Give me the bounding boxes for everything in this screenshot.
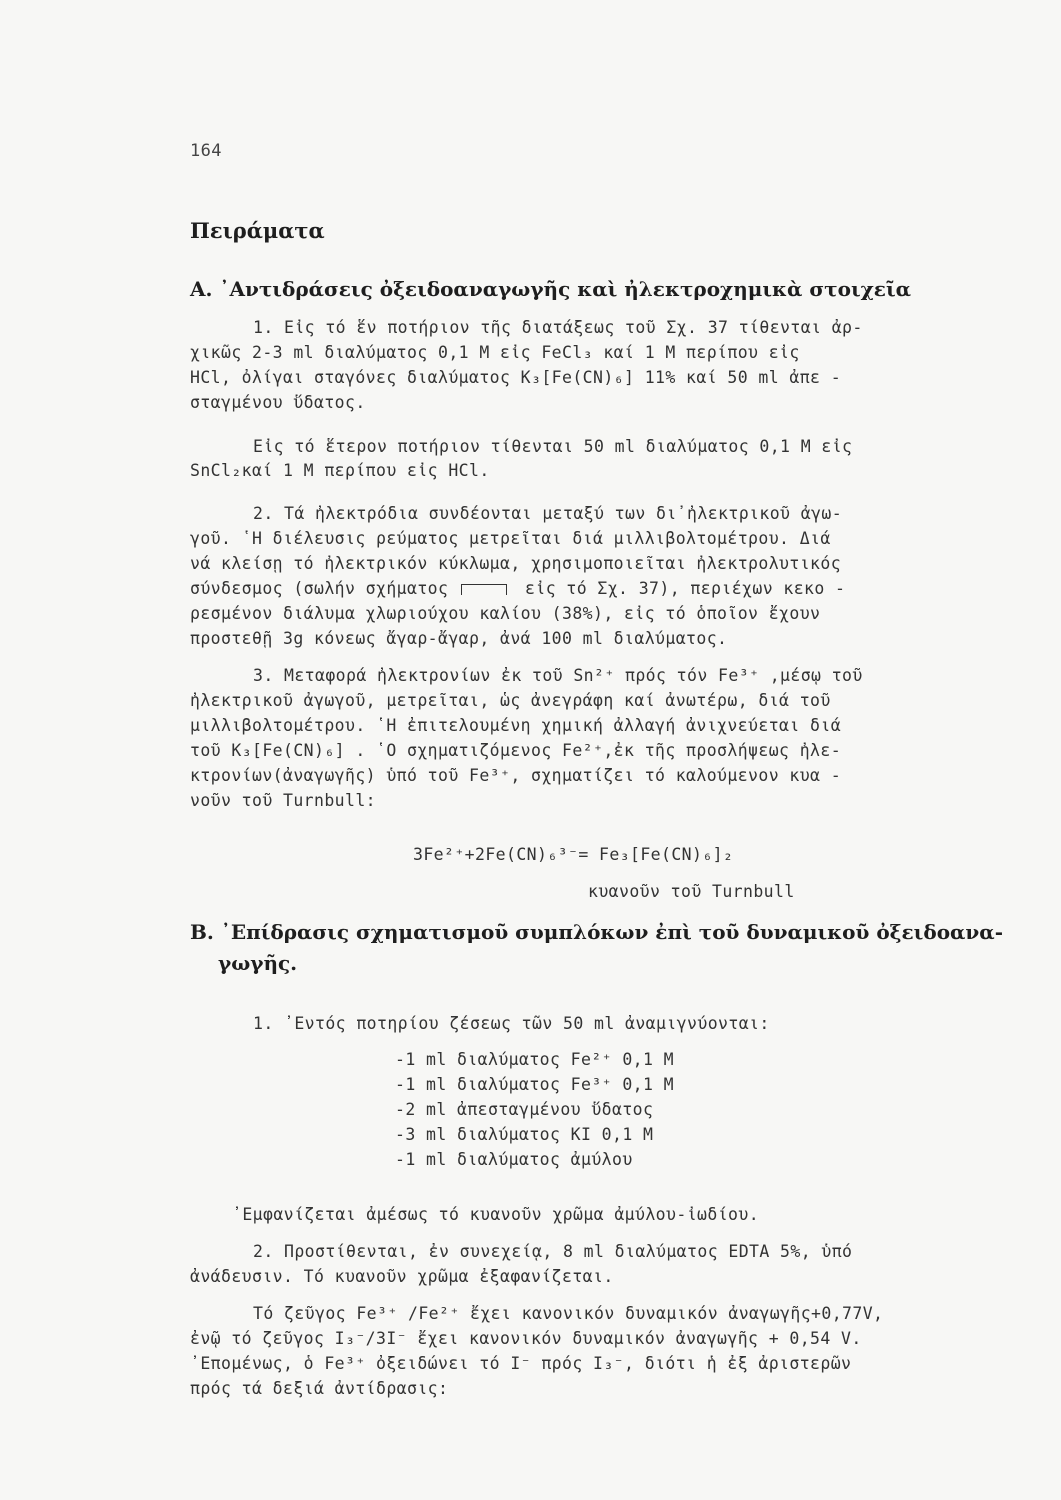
b-p3-line: πρός τά δεξιά ἀντίδρασις: bbox=[190, 1379, 449, 1398]
a-p4-line: ἠλεκτρικοῦ ἀγωγοῦ, μετρεῖται, ὡς ἀνεγράφη καί ἀνωτέρω, διά τοῦ bbox=[190, 691, 831, 710]
reagent-list-item: -3 ml διαλύματος KI 0,1 M bbox=[395, 1125, 654, 1144]
section-b-title: B. ᾿Επίδρασις σχηματισμοῦ συμπλόκων ἐπὶ τοῦ δυναμικοῦ ὀξειδοανα- bbox=[190, 920, 1003, 944]
reagent-list-item: -1 ml διαλύματος ἀμύλου bbox=[395, 1150, 633, 1169]
page-heading: Πειράματα bbox=[190, 218, 325, 243]
reagent-list-item: -2 ml ἀπεσταγμένου ὕδατος bbox=[395, 1100, 654, 1119]
reagent-list-item: -1 ml διαλύματος Fe³⁺ 0,1 M bbox=[395, 1075, 675, 1094]
a-p1-line: HCl, ὀλίγαι σταγόνες διαλύματος K₃[Fe(CN)₆] 11% καί 50 ml ἀπε - bbox=[190, 368, 842, 387]
a-p3-line: ρεσμένον διάλυμα χλωριούχου καλίου (38%), εἰς τό ὁποῖον ἔχουν bbox=[190, 604, 821, 623]
a-p4-line: νοῦν τοῦ Turnbull: bbox=[190, 791, 377, 810]
a-p3-line: νά κλείσῃ τό ἠλεκτρικόν κύκλωμα, χρησιμοποιεῖται ἠλεκτρολυτικός bbox=[190, 554, 842, 573]
a-p3-shape-line bbox=[190, 577, 845, 601]
a-p3-line: γοῦ. ῾Η διέλευσις ρεύματος μετρεῖται διά μιλλιβολτομέτρου. Διά bbox=[190, 529, 831, 548]
reagent-list-item: -1 ml διαλύματος Fe²⁺ 0,1 M bbox=[395, 1050, 675, 1069]
a-p2-line: SnCl₂καί 1 M περίπου εἰς HCl. bbox=[190, 461, 490, 480]
a-p3-text-after-shape: εἰς τό Σχ. 37), περιέχων κεκο - bbox=[525, 579, 846, 598]
a-p1-line: σταγμένου ὕδατος. bbox=[190, 393, 366, 412]
b-p3-line: Τό ζεῦγος Fe³⁺ /Fe²⁺ ἔχει κανονικόν δυναμικόν ἀναγωγῆς+0,77V, bbox=[253, 1304, 884, 1323]
a-p3-text-before-shape: σύνδεσμος (σωλήν σχήματος bbox=[190, 579, 449, 598]
b-p3-line: ἐνῷ τό ζεῦγος I₃⁻/3I⁻ ἔχει κανονικόν δυναμικόν ἀναγωγῆς + 0,54 V. bbox=[190, 1329, 862, 1348]
b-observation: ᾿Εμφανίζεται ἀμέσως τό κυανοῦν χρῶμα ἀμύλου-ἰωδίου. bbox=[232, 1205, 760, 1224]
a-p3-line: προστεθῇ 3g κόνεως ἄγαρ-ἄγαρ, ἀνά 100 ml διαλύματος. bbox=[190, 629, 728, 648]
b-p2-line: 2. Προστίθενται, ἐν συνεχείᾳ, 8 ml διαλύματος EDTA 5%, ὑπό bbox=[253, 1242, 853, 1261]
page-number: 164 bbox=[190, 141, 222, 161]
equation-caption: κυανοῦν τοῦ Turnbull bbox=[588, 882, 795, 901]
section-a-title: A. ᾿Αντιδράσεις ὀξειδοαναγωγῆς καὶ ἠλεκτροχημικὰ στοιχεῖα bbox=[190, 277, 912, 301]
a-p4-line: 3. Μεταφορά ἠλεκτρονίων ἐκ τοῦ Sn²⁺ πρός τόν Fe³⁺ ,μέσῳ τοῦ bbox=[253, 666, 863, 685]
a-p4-line: τοῦ K₃[Fe(CN)₆] . ῾Ο σχηματιζόμενος Fe²⁺,ἐκ τῆς προσλήψεως ἠλε- bbox=[190, 741, 842, 760]
b-p2-line: ἀνάδευσιν. Τό κυανοῦν χρῶμα ἐξαφανίζεται. bbox=[190, 1267, 614, 1286]
turnbull-equation: 3Fe²⁺+2Fe(CN)₆³⁻= Fe₃[Fe(CN)₆]₂ bbox=[413, 845, 734, 864]
a-p4-line: κτρονίων(ἀναγωγῆς) ὑπό τοῦ Fe³⁺, σχηματίζει τό καλούμενον κυα - bbox=[190, 766, 842, 785]
a-p4-line: μιλλιβολτομέτρου. ῾Η ἐπιτελουμένη χημική ἀλλαγή ἀνιχνεύεται διά bbox=[190, 716, 842, 735]
a-p1-line: χικῶς 2-3 ml διαλύματος 0,1 M εἰς FeCl₃ καί 1 M περίπου εἰς bbox=[190, 343, 800, 362]
a-p3-line: 2. Τά ἠλεκτρόδια συνδέονται μεταξύ των δι᾿ἠλεκτρικοῦ ἀγω- bbox=[253, 504, 843, 523]
section-b-title-cont: γωγῆς. bbox=[218, 951, 298, 975]
b-p3-line: ᾿Επομένως, ὁ Fe³⁺ ὀξειδώνει τό I⁻ πρός I₃⁻, διότι ἡ ἐξ ἀριστερῶν bbox=[190, 1354, 852, 1373]
a-p1-line: 1. Εἰς τό ἕν ποτήριον τῆς διατάξεως τοῦ Σχ. 37 τίθενται ἀρ- bbox=[253, 318, 863, 337]
a-p2-line: Εἰς τό ἕτερον ποτήριον τίθενται 50 ml διαλύματος 0,1 M εἰς bbox=[253, 437, 853, 456]
b-intro: 1. ᾿Εντός ποτηρίου ζέσεως τῶν 50 ml ἀναμιγνύονται: bbox=[253, 1014, 770, 1033]
tube-shape-icon bbox=[461, 584, 507, 595]
